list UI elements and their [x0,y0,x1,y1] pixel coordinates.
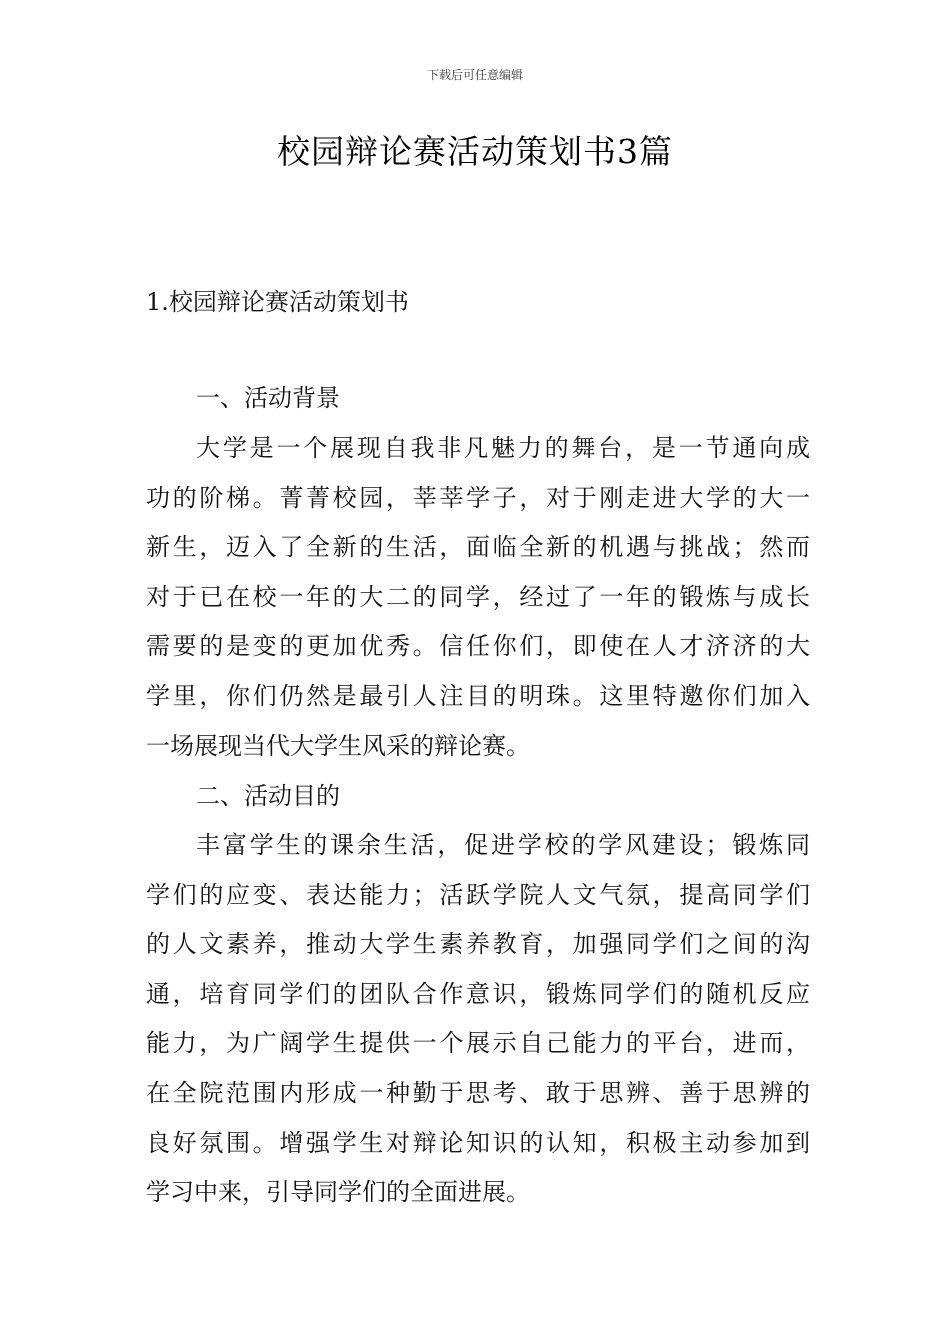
paragraph-line: 丰富学生的课余生活，促进学校的学风建设；锻炼同 [196,831,810,859]
heading-background: 一、活动背景 [196,384,340,412]
paragraph-line: 对于已在校一年的大二的同学，经过了一年的锻炼与成长 [146,582,810,611]
document-title: 校园辩论赛活动策划书3篇 [277,132,673,171]
paragraph-line: 能力，为广阔学生提供一个展示自己能力的平台，进而， [146,1029,810,1058]
paragraph-line: 学们的应变、表达能力；活跃学院人文气氛，提高同学们 [146,880,810,909]
paragraph-line: 学习中来，引导同学们的全面进展。 [146,1178,530,1207]
paragraph-line: 新生，迈入了全新的生活，面临全新的机遇与挑战；然而 [146,533,810,562]
paragraph-line: 的人文素养，推动大学生素养教育，加强同学们之间的沟 [146,930,810,959]
paragraph-background [146,424,810,771]
header-note: 下载后可任意编辑 [426,68,523,82]
paragraph-line: 良好氛围。增强学生对辩论知识的认知，积极主动参加到 [146,1128,810,1157]
heading-purpose: 二、活动目的 [196,782,340,810]
section-title: 1.校园辩论赛活动策划书 [146,288,409,316]
paragraph-line: 一场展现当代大学生风采的辩论赛。 [146,731,530,760]
paragraph-line: 功的阶梯。菁菁校园，莘莘学子，对于刚走进大学的大一 [146,483,810,512]
paragraph-line: 大学是一个展现自我非凡魅力的舞台，是一节通向成 [196,434,810,462]
paragraph-line: 通，培育同学们的团队合作意识，锻炼同学们的随机反应 [146,979,810,1008]
paragraph-line: 在全院范围内形成一种勤于思考、敢于思辨、善于思辨的 [146,1078,810,1107]
paragraph-line: 需要的是变的更加优秀。信任你们，即使在人才济济的大 [146,632,810,661]
paragraph-line: 学里，你们仍然是最引人注目的明珠。这里特邀你们加入 [146,681,810,710]
paragraph-purpose [146,821,810,1218]
